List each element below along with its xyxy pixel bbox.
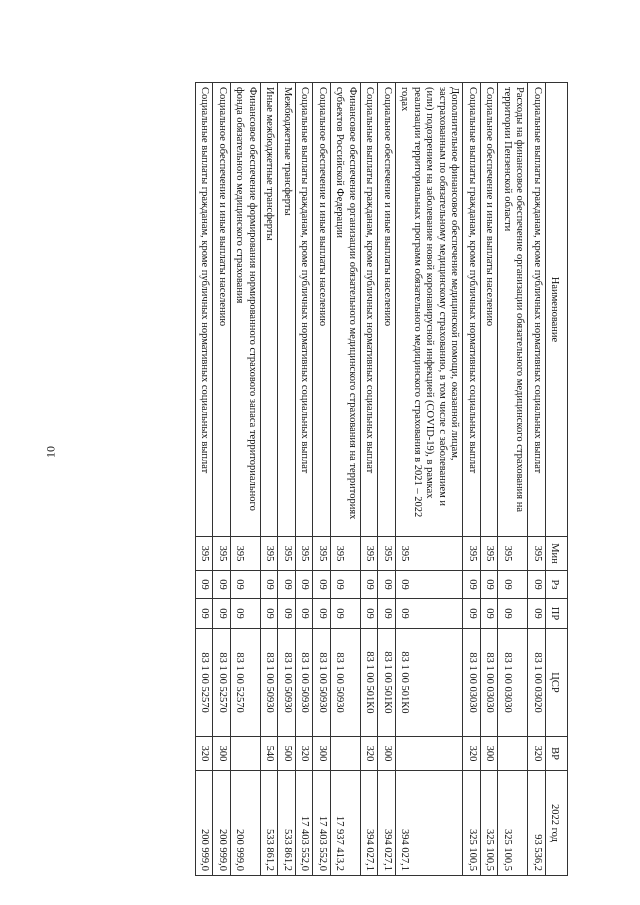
cell-min: 395 bbox=[278, 537, 296, 571]
cell-pr: 09 bbox=[278, 599, 296, 629]
cell-name: Финансовое обеспечение организации обязательного медицинского страхования на территориях субъектов Российской Федерации bbox=[331, 83, 361, 537]
page-number: 10 bbox=[43, 446, 58, 458]
cell-csr: 83 1 00 501К0 bbox=[361, 629, 379, 737]
cell-min: 395 bbox=[361, 537, 379, 571]
header-name: Наименование bbox=[546, 83, 568, 537]
cell-amount: 394 027,1 bbox=[396, 771, 464, 876]
cell-vr bbox=[331, 737, 361, 771]
cell-pr: 09 bbox=[378, 599, 396, 629]
header-min: Мин bbox=[546, 537, 568, 571]
cell-amount: 325 100,5 bbox=[463, 771, 481, 876]
cell-name: Социальные выплаты гражданам, кроме публичных нормативных социальных выплат bbox=[463, 83, 481, 537]
cell-vr: 500 bbox=[278, 737, 296, 771]
cell-name: Межбюджетные трансферты bbox=[278, 83, 296, 537]
cell-amount: 17 403 552,0 bbox=[296, 771, 314, 876]
cell-amount: 325 100,5 bbox=[498, 771, 528, 876]
cell-rz: 09 bbox=[481, 571, 499, 599]
cell-min: 395 bbox=[378, 537, 396, 571]
cell-min: 395 bbox=[463, 537, 481, 571]
cell-name: Финансовое обеспечение формирования нормированного страхового запаса территориального фонда обязательного медицинского страхования bbox=[231, 83, 261, 537]
cell-csr: 83 1 00 50930 bbox=[331, 629, 361, 737]
header-year-2022: 2022 год bbox=[546, 771, 568, 876]
cell-csr: 83 1 00 501К0 bbox=[396, 629, 464, 737]
cell-rz: 09 bbox=[528, 571, 546, 599]
table-row bbox=[261, 83, 279, 876]
cell-min: 395 bbox=[481, 537, 499, 571]
budget-table bbox=[195, 82, 568, 876]
cell-rz: 09 bbox=[361, 571, 379, 599]
table-row bbox=[196, 83, 214, 876]
cell-csr: 83 1 00 501К0 bbox=[378, 629, 396, 737]
cell-vr: 300 bbox=[313, 737, 331, 771]
cell-amount: 325 100,5 bbox=[481, 771, 499, 876]
cell-rz: 09 bbox=[296, 571, 314, 599]
cell-min: 395 bbox=[498, 537, 528, 571]
cell-min: 395 bbox=[313, 537, 331, 571]
cell-csr: 83 1 00 50930 bbox=[278, 629, 296, 737]
cell-name: Социальные выплаты гражданам, кроме публичных нормативных социальных выплат bbox=[528, 83, 546, 537]
cell-vr: 300 bbox=[378, 737, 396, 771]
cell-pr: 09 bbox=[196, 599, 214, 629]
cell-pr: 09 bbox=[261, 599, 279, 629]
cell-rz: 09 bbox=[396, 571, 464, 599]
cell-rz: 09 bbox=[261, 571, 279, 599]
cell-amount: 200 999,0 bbox=[196, 771, 214, 876]
table-row bbox=[378, 83, 396, 876]
cell-csr: 83 1 00 03030 bbox=[481, 629, 499, 737]
cell-csr: 83 1 00 03030 bbox=[463, 629, 481, 737]
cell-rz: 09 bbox=[231, 571, 261, 599]
cell-pr: 09 bbox=[231, 599, 261, 629]
cell-csr: 83 1 00 03020 bbox=[528, 629, 546, 737]
table-row bbox=[481, 83, 499, 876]
cell-min: 395 bbox=[231, 537, 261, 571]
cell-rz: 09 bbox=[278, 571, 296, 599]
cell-name: Социальные выплаты гражданам, кроме публичных нормативных социальных выплат bbox=[296, 83, 314, 537]
cell-vr: 300 bbox=[213, 737, 231, 771]
cell-csr: 83 1 00 52570 bbox=[213, 629, 231, 737]
cell-min: 395 bbox=[331, 537, 361, 571]
cell-name: Дополнительное финансовое обеспечение медицинской помощи, оказанной лицам, застрахованным по обязательному медицинскому страхованию, в том числе с заболеванием и (или) подозрением на заболевание новой коронавирусной инфекцией (COVID-19), в рамках реализации территориальных программ обязательного медицинского страхования в 2021 – 2022 годах bbox=[396, 83, 464, 537]
cell-name: Социальные выплаты гражданам, кроме публичных нормативных социальных выплат bbox=[361, 83, 379, 537]
cell-rz: 09 bbox=[378, 571, 396, 599]
cell-csr: 83 1 00 50930 bbox=[313, 629, 331, 737]
header-rz: Рз bbox=[546, 571, 568, 599]
cell-min: 395 bbox=[261, 537, 279, 571]
cell-pr: 09 bbox=[463, 599, 481, 629]
cell-vr: 320 bbox=[196, 737, 214, 771]
cell-name: Социальное обеспечение и иные выплаты населению bbox=[213, 83, 231, 537]
header-csr: ЦСР bbox=[546, 629, 568, 737]
table-row bbox=[313, 83, 331, 876]
cell-vr bbox=[231, 737, 261, 771]
table-row bbox=[213, 83, 231, 876]
header-vr: ВР bbox=[546, 737, 568, 771]
table-row bbox=[528, 83, 546, 876]
cell-csr: 83 1 00 52570 bbox=[196, 629, 214, 737]
table-row bbox=[296, 83, 314, 876]
cell-name: Социальные выплаты гражданам, кроме публичных нормативных социальных выплат bbox=[196, 83, 214, 537]
cell-amount: 533 861,2 bbox=[261, 771, 279, 876]
cell-name: Социальное обеспечение и иные выплаты населению bbox=[481, 83, 499, 537]
cell-min: 395 bbox=[213, 537, 231, 571]
cell-amount: 200 999,0 bbox=[231, 771, 261, 876]
cell-pr: 09 bbox=[331, 599, 361, 629]
cell-vr: 300 bbox=[481, 737, 499, 771]
cell-amount: 200 999,0 bbox=[213, 771, 231, 876]
cell-pr: 09 bbox=[481, 599, 499, 629]
cell-pr: 09 bbox=[313, 599, 331, 629]
table-header-row bbox=[546, 83, 568, 876]
table-row bbox=[463, 83, 481, 876]
header-pr: ПР bbox=[546, 599, 568, 629]
cell-amount: 394 027,1 bbox=[361, 771, 379, 876]
table-row bbox=[331, 83, 361, 876]
cell-csr: 83 1 00 52570 bbox=[231, 629, 261, 737]
cell-amount: 17 937 413,2 bbox=[331, 771, 361, 876]
cell-rz: 09 bbox=[213, 571, 231, 599]
cell-vr bbox=[498, 737, 528, 771]
cell-rz: 09 bbox=[331, 571, 361, 599]
cell-vr bbox=[396, 737, 464, 771]
cell-pr: 09 bbox=[498, 599, 528, 629]
cell-csr: 83 1 00 03030 bbox=[498, 629, 528, 737]
cell-csr: 83 1 00 50930 bbox=[296, 629, 314, 737]
table-body bbox=[196, 83, 546, 876]
cell-name: Иные межбюджетные трансферты bbox=[261, 83, 279, 537]
cell-pr: 09 bbox=[213, 599, 231, 629]
cell-vr: 320 bbox=[296, 737, 314, 771]
cell-pr: 09 bbox=[528, 599, 546, 629]
rotated-table-container bbox=[78, 82, 568, 875]
table-row bbox=[396, 83, 464, 876]
cell-amount: 17 403 552,0 bbox=[313, 771, 331, 876]
table-row bbox=[231, 83, 261, 876]
cell-csr: 83 1 00 50930 bbox=[261, 629, 279, 737]
cell-vr: 320 bbox=[463, 737, 481, 771]
cell-min: 395 bbox=[528, 537, 546, 571]
cell-min: 395 bbox=[196, 537, 214, 571]
cell-rz: 09 bbox=[463, 571, 481, 599]
table-row bbox=[361, 83, 379, 876]
cell-name: Расходы на финансовое обеспечение организации обязательного медицинского страхования на территории Пензенской области bbox=[498, 83, 528, 537]
cell-min: 395 bbox=[296, 537, 314, 571]
cell-amount: 533 861,2 bbox=[278, 771, 296, 876]
cell-vr: 320 bbox=[528, 737, 546, 771]
cell-rz: 09 bbox=[196, 571, 214, 599]
cell-pr: 09 bbox=[361, 599, 379, 629]
table-row bbox=[278, 83, 296, 876]
cell-rz: 09 bbox=[313, 571, 331, 599]
cell-rz: 09 bbox=[498, 571, 528, 599]
cell-name: Социальное обеспечение и иные выплаты населению bbox=[313, 83, 331, 537]
cell-amount: 394 027,1 bbox=[378, 771, 396, 876]
cell-name: Социальное обеспечение и иные выплаты населению bbox=[378, 83, 396, 537]
cell-min: 395 bbox=[396, 537, 464, 571]
cell-vr: 320 bbox=[361, 737, 379, 771]
cell-pr: 09 bbox=[396, 599, 464, 629]
table-row bbox=[498, 83, 528, 876]
cell-vr: 540 bbox=[261, 737, 279, 771]
cell-amount: 93 536,2 bbox=[528, 771, 546, 876]
cell-pr: 09 bbox=[296, 599, 314, 629]
